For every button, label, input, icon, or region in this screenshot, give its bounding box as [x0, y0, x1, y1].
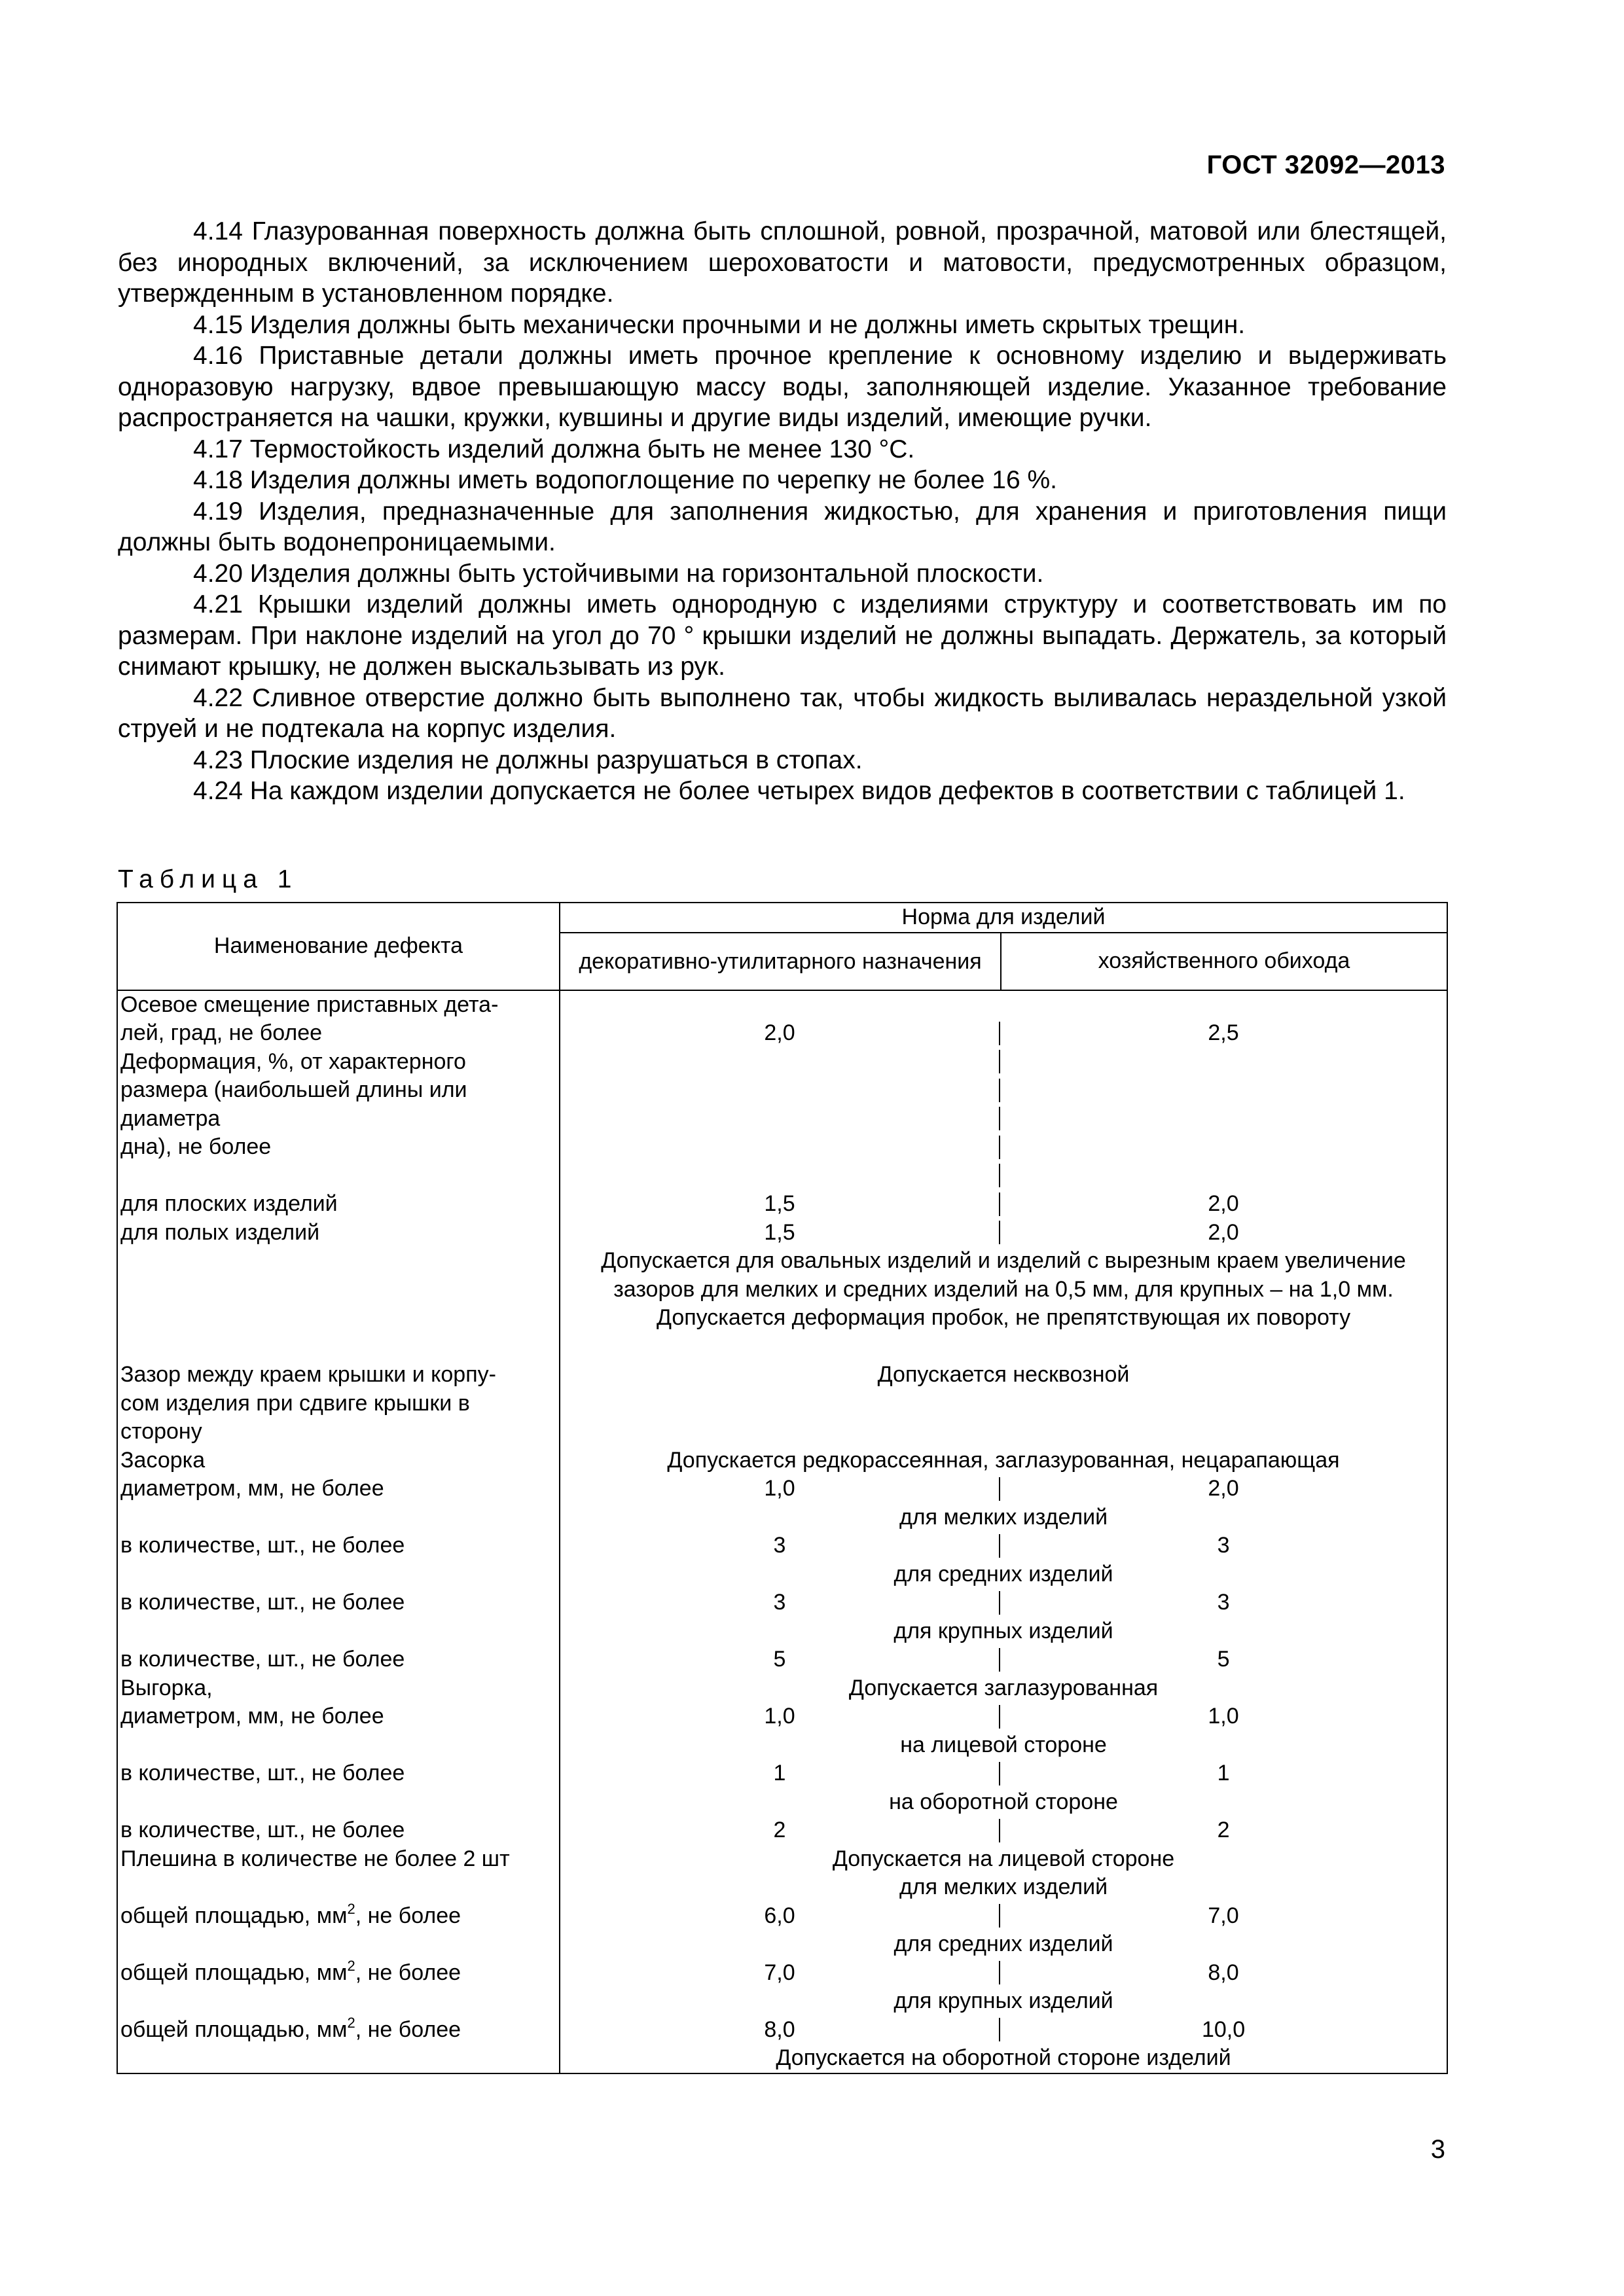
- header-decorative: декоративно-утилитарного назначения: [560, 933, 1001, 990]
- paragraph-4-19: 4.19 Изделия, предназначенные для заполнения жидкостью, для хранения и приготовления пищи должны быть водонепроницаемыми.: [118, 497, 1447, 556]
- value-row-debris-medium: 3 3: [773, 1590, 1230, 1615]
- left-line: Осевое смещение приставных дета-: [120, 992, 499, 1017]
- values-column: [560, 990, 1447, 2073]
- left-line: диаметром, мм, не более: [120, 1476, 384, 1501]
- value-row-flat: 1,5 2,0: [764, 1191, 1239, 1216]
- deformation-note: Допускается для овальных изделий и изделий с вырезным краем увеличение зазоров для мелких и средних изделий на 0,5 мм, для крупных – на 1,0 мм. Допускается деформация пробок, не препятствующая их повороту: [601, 1248, 1406, 1330]
- left-line: [120, 1304, 559, 1333]
- left-line: [120, 1788, 559, 1817]
- face-side-label: на лицевой стороне: [900, 1732, 1107, 1757]
- left-line: для плоских изделий: [120, 1191, 338, 1216]
- left-line: [120, 1930, 559, 1959]
- debris-note: Допускается редкорассеянная, заглазурованная, нецарапающая: [667, 1447, 1340, 1473]
- left-line: в количестве, шт., не более: [120, 1647, 405, 1672]
- left-line: Плешина в количестве не более 2 шт: [120, 1846, 510, 1871]
- paragraph-4-23: 4.23 Плоские изделия не должны разрушаться в стопах.: [193, 745, 863, 774]
- paragraph-4-17: 4.17 Термостойкость изделий должна быть не менее 130 °С.: [193, 435, 915, 463]
- value-row-debris-small: 3 3: [773, 1533, 1230, 1558]
- paragraph-4-14: 4.14 Глазурованная поверхность должна быть сплошной, ровной, прозрачной, матовой или блестящей, без инородных включений, за исключением шероховатости и матовости, предусмотренных образцом, утвержденным в установленном порядке.: [118, 217, 1447, 308]
- header-defect-name: Наименование дефекта: [117, 903, 560, 990]
- area-label: общей площадью, $мм^2$, не более: [120, 1957, 461, 1985]
- size-label-large: для крупных изделий: [893, 1618, 1113, 1643]
- header-norm-group: Норма для изделий: [560, 903, 1447, 933]
- left-line: в количестве, шт., не более: [120, 1761, 405, 1785]
- value-row-burn-back: 2 2: [773, 1818, 1230, 1842]
- left-line: [120, 1617, 559, 1646]
- left-column: [117, 990, 560, 2073]
- left-line: сом изделия при сдвиге крышки в: [120, 1390, 470, 1416]
- left-line: диаметром, мм, не более: [120, 1704, 384, 1729]
- left-line: дна), не более: [120, 1134, 272, 1159]
- paragraph-4-22: 4.22 Сливное отверстие должно быть выполнено так, чтобы жидкость выливалась нераздельной узкой струей и не подтекала на корпус изделия.: [118, 683, 1447, 743]
- area-label: общей площадью, $мм^2$, не более: [120, 1900, 461, 1928]
- back-side-label: на оборотной стороне: [889, 1789, 1118, 1814]
- document-code-header: ГОСТ 32092—2013: [1206, 151, 1445, 179]
- bald-large-label: для крупных изделий: [893, 1988, 1113, 2013]
- table-caption: Таблица 1: [118, 865, 298, 893]
- left-line: для полых изделий: [120, 1219, 320, 1245]
- bald-back-note: Допускается на оборотной стороне изделий: [776, 2045, 1231, 2070]
- left-line: Выгорка,: [120, 1675, 213, 1700]
- left-line: размера (наибольшей длины или: [120, 1077, 467, 1102]
- paragraph-4-20: 4.20 Изделия должны быть устойчивыми на горизонтальной плоскости.: [193, 559, 1044, 588]
- body-text: [118, 216, 1447, 807]
- left-line: лей, град, не более: [120, 1020, 323, 1045]
- value-row-hollow: 1,5 2,0: [764, 1219, 1239, 1245]
- size-label-small: для мелких изделий: [899, 1504, 1108, 1530]
- size-label-medium: для средних изделий: [893, 1561, 1113, 1587]
- left-line: в количестве, шт., не более: [120, 1533, 405, 1558]
- left-line: [120, 1987, 559, 2016]
- paragraph-4-24: 4.24 На каждом изделии допускается не более четырех видов дефектов в соответствии с таблицей 1.: [193, 777, 1405, 805]
- page-number: 3: [1430, 2135, 1445, 2164]
- left-line: диаметра: [120, 1105, 221, 1131]
- left-line: [120, 1333, 559, 1361]
- left-line: [120, 1873, 559, 1902]
- gap-note: Допускается несквозной: [877, 1362, 1130, 1387]
- paragraph-4-16: 4.16 Приставные детали должны иметь прочное крепление к основному изделию и выдерживать одноразовую нагрузку, вдвое превышающую массу воды, заполняющей изделие. Указанное требование распространяется на чашки, кружки, кувшины и другие виды изделий, имеющие ручки.: [118, 342, 1447, 432]
- left-line: [120, 1731, 559, 1760]
- bald-note: Допускается на лицевой стороне: [832, 1846, 1175, 1871]
- value-row-burn-diameter: 1,0 1,0: [764, 1704, 1239, 1729]
- left-line: [120, 2044, 559, 2073]
- value-row-burn-face: 1 1: [773, 1761, 1230, 1785]
- bald-medium-label: для средних изделий: [893, 1931, 1113, 1956]
- left-line: сторону: [120, 1419, 202, 1444]
- defects-table: [117, 902, 1448, 2074]
- header-household: хозяйственного обихода: [1001, 933, 1447, 990]
- area-label: общей площадью, $мм^2$, не более: [120, 2014, 461, 2042]
- left-line: Засорка: [120, 1447, 206, 1473]
- left-line: [120, 1247, 559, 1276]
- value-row-debris-large: 5 5: [773, 1647, 1230, 1672]
- paragraph-4-18: 4.18 Изделия должны иметь водопоглощение по черепку не более 16 %.: [193, 466, 1058, 494]
- value-row-debris-diameter: 1,0 2,0: [764, 1476, 1239, 1501]
- left-line: [120, 1276, 559, 1304]
- left-line: [120, 1503, 559, 1532]
- burn-note: Допускается заглазурованная: [848, 1675, 1159, 1700]
- left-line: [120, 1162, 559, 1191]
- left-line: Деформация, %, от характерного: [120, 1049, 466, 1074]
- value-row-axial-shift: 2,0 2,5: [764, 1020, 1239, 1045]
- left-line: Зазор между краем крышки и корпу-: [120, 1362, 496, 1387]
- left-line: в количестве, шт., не более: [120, 1818, 405, 1842]
- value-row-bald-large: 8,0 10,0: [764, 2017, 1246, 2042]
- bald-small-label: для мелких изделий: [899, 1874, 1108, 1899]
- paragraph-4-15: 4.15 Изделия должны быть механически прочными и не должны иметь скрытых трещин.: [193, 310, 1246, 339]
- left-line: в количестве, шт., не более: [120, 1590, 405, 1615]
- paragraph-4-21: 4.21 Крышки изделий должны иметь однородную с изделиями структуру и соответствовать им по размерам. При наклоне изделий на угол до 70 ° крышки изделий не должны выпадать. Держатель, за который снимают крышку, не должен выскальзывать из рук.: [118, 590, 1447, 681]
- value-row-bald-medium: 7,0 8,0: [764, 1960, 1239, 1985]
- value-row-bald-small: 6,0 7,0: [764, 1903, 1239, 1928]
- left-line: [120, 1560, 559, 1589]
